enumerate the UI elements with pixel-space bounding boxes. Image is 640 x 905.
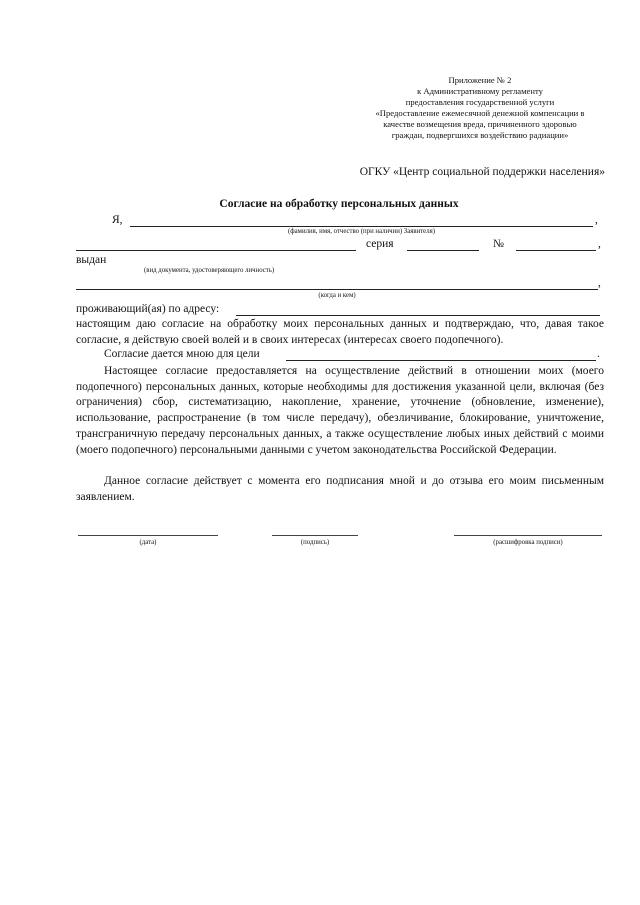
- date-caption: (дата): [139, 539, 157, 546]
- fio-comma: ,: [595, 214, 598, 226]
- appendix-header: [340, 75, 620, 141]
- consent-paragraph: [76, 317, 604, 348]
- purpose-field[interactable]: [286, 360, 596, 361]
- actions-paragraph: [76, 364, 604, 458]
- appendix-line: «Предоставление ежемесячной денежной компенсации в: [375, 108, 585, 118]
- series-label: серия: [366, 238, 394, 250]
- issued-comma: ,: [598, 277, 601, 289]
- date-line[interactable]: [78, 535, 218, 536]
- doc-type-caption: (вид документа, удостоверяющего личность): [144, 267, 275, 274]
- document-title: Согласие на обработку персональных данных: [219, 198, 459, 210]
- consent-text: настоящим даю согласие на обработку моих персональных данных и подтверждаю, что, давая такое согласие, я действую своей волей и в своих интересах (интересах своего подопечного).: [76, 318, 604, 346]
- issued-label: выдан: [76, 254, 107, 266]
- fio-field[interactable]: [130, 226, 593, 227]
- number-label: №: [493, 238, 504, 250]
- appendix-line: качестве возмещения вреда, причиненного здоровью: [383, 119, 577, 129]
- document-field[interactable]: [76, 250, 356, 251]
- issued-by-field[interactable]: [76, 289, 598, 290]
- signature-line[interactable]: [272, 535, 358, 536]
- appendix-line: Приложение № 2: [448, 75, 512, 85]
- validity-paragraph: [76, 474, 604, 505]
- when-caption: (когда и кем): [318, 292, 356, 299]
- appendix-line: граждан, подвергшихся воздействию радиации»: [391, 130, 569, 140]
- i-label: Я,: [112, 214, 123, 226]
- address-field[interactable]: [236, 315, 600, 316]
- decode-caption: (расшифровка подписи): [493, 539, 563, 546]
- fio-caption: (фамилия, имя, отчество (при наличии) Заявителя): [288, 228, 435, 235]
- number-field[interactable]: [516, 250, 596, 251]
- purpose-label: Согласие дается мною для цели: [104, 348, 260, 360]
- signature-caption: (подпись): [300, 539, 330, 546]
- address-label: проживающий(ая) по адресу:: [76, 303, 220, 315]
- appendix-line: к Административному регламенту: [417, 86, 543, 96]
- actions-text: Настоящее согласие предоставляется на осуществление действий в отношении моих (моего подопечного) персональных данных, которые необходимы для достижения указанной цели, включая (без ограничения) сбор, систематизацию, накопление, хранение, уточнение (обновление, изменение), использование, распространение (в том числе передачу), обезличивание, блокирование, уничтожение, трансграничную передачу персональных данных, а также осуществление любых иных действий с моими (моего подопечного) персональными данными с учетом законодательства Российской Федерации.: [76, 365, 604, 456]
- series-field[interactable]: [407, 250, 479, 251]
- appendix-line: предоставления государственной услуги: [405, 97, 555, 107]
- decode-line[interactable]: [454, 535, 602, 536]
- number-comma: ,: [598, 238, 601, 250]
- organization-name: ОГКУ «Центр социальной поддержки населения»: [359, 166, 605, 178]
- validity-text: Данное согласие действует с момента его подписания мной и до отзыва его моим письменным заявлением.: [76, 475, 604, 503]
- purpose-end: .: [597, 348, 600, 360]
